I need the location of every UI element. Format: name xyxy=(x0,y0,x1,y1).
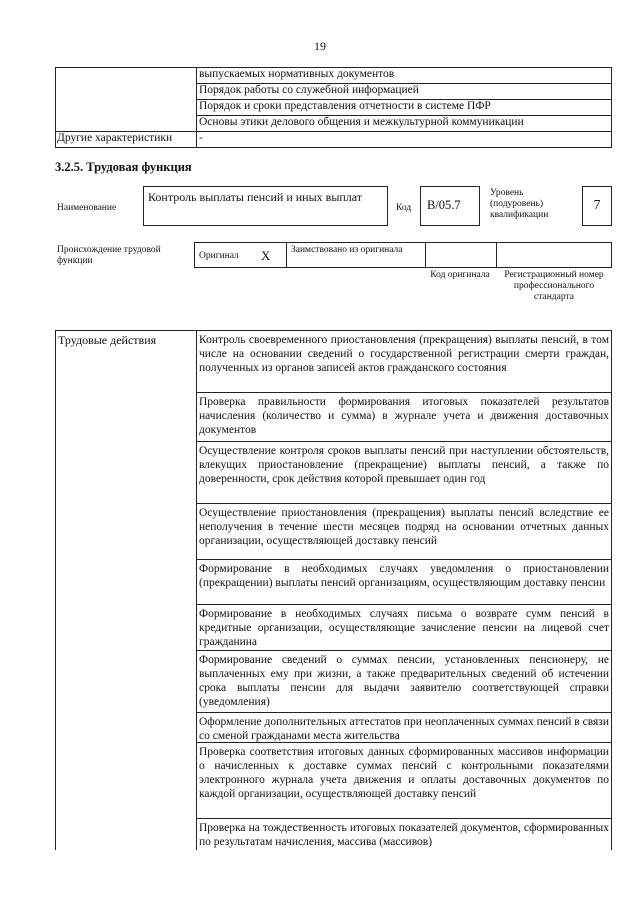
labor-action-cell: Формирование в необходимых случаях уведомления о приостановлении (прекращении) выплаты пенсий организациям, осуществляющим доставку пенсии xyxy=(199,563,609,589)
labor-action-cell: Проверка соответствия итоговых данных сформированных массивов информации о начисленных к доставке суммах пенсий с контрольными показателями электронного журнала учета движения и оплаты доставочных документов по каждой организации, осуществляющей доставку пенсий xyxy=(199,746,609,800)
original-box xyxy=(194,242,287,268)
name-label: Наименование xyxy=(57,203,117,213)
labor-action-cell: Формирование в необходимых случаях письма о возврате сумм пенсий в кредитные организации, осуществляющие зачисление пенсии на лицевой счет гражданина xyxy=(199,608,609,648)
level-value-box: 7 xyxy=(582,186,612,226)
labor-action-cell: Оформление дополнительных аттестатов при неоплаченных суммах пенсий в связи со сменой гражданами места жительства xyxy=(199,716,609,742)
page-number: 19 xyxy=(314,39,326,53)
labor-action-cell: Формирование сведений о суммах пенсии, установленных пенсионеру, не выплаченных ему при жизни, а также предварительных сведений об истечении срока выплаты пенсии для выдачи заявителю соответствующей справки (уведомления) xyxy=(199,654,609,708)
other-characteristics-value: - xyxy=(199,132,203,144)
labor-action-cell: Проверка правильности формирования итоговых показателей результатов начисления (количество и сумма) в журнале учета и движения доставочных документов xyxy=(199,396,609,436)
top-table-row xyxy=(55,84,612,99)
function-code-box: В/05.7 xyxy=(420,186,480,226)
section-title: 3.2.5. Трудовая функция xyxy=(55,160,192,174)
labor-action-cell: Проверка на тождественность итоговых показателей документов, сформированных по результатам начисления, массива (массивов) xyxy=(199,822,609,848)
labor-action-cell: Осуществление приостановления (прекращения) выплаты пенсий вследствие ее неполучения в течение шести месяцев подряд на основании отчетных данных организации, осуществляющей доставку пенсий xyxy=(199,507,609,547)
borrowed-label: Заимствовано из оригинала xyxy=(291,245,403,255)
top-table-row xyxy=(55,100,612,115)
code-caption: Код оригинала xyxy=(430,270,490,280)
top-table-row xyxy=(55,68,612,83)
labor-actions-label: Трудовые действия xyxy=(58,333,157,347)
function-name-box: Контроль выплаты пенсий и иных выплат xyxy=(143,186,388,226)
original-code-box xyxy=(425,242,497,268)
original-mark: X xyxy=(261,248,271,263)
top-table-cell: Порядок и сроки представления отчетности в системе ПФР xyxy=(199,100,491,112)
top-table-cell: Порядок работы со служебной информацией xyxy=(199,84,419,96)
reg-number-box xyxy=(496,242,612,268)
origin-label: Происхождение трудовой функции xyxy=(57,245,161,266)
code-label: Код xyxy=(396,203,412,213)
level-label: Уровень (подуровень) квалификации xyxy=(490,188,549,220)
labor-action-cell: Осуществление контроля сроков выплаты пенсий при наступлении обстоятельств, влекущих приостановление (прекращение) выплаты пенсий, а также по доверенности, срок действия которой превышает один год xyxy=(199,445,609,485)
top-table xyxy=(55,67,612,147)
top-table-cell: Основы этики делового общения и межкультурной коммуникации xyxy=(199,116,524,128)
reg-caption: Регистрационный номер профессионального стандарта xyxy=(504,270,604,302)
borrowed-box xyxy=(286,242,426,268)
other-characteristics-label: Другие характеристики xyxy=(57,132,173,144)
top-table-row xyxy=(55,116,612,131)
labor-action-cell: Контроль своевременного приостановления (прекращения) выплаты пенсий, в том числе на основании сведений о государственной регистрации смерти граждан, полученных из органов записей актов гражданского состояния xyxy=(199,334,609,374)
original-label: Оригинал xyxy=(199,251,239,261)
labor-actions-table xyxy=(55,330,612,850)
other-characteristics-row xyxy=(55,132,612,147)
top-table-cell: выпускаемых нормативных документов xyxy=(199,68,395,80)
